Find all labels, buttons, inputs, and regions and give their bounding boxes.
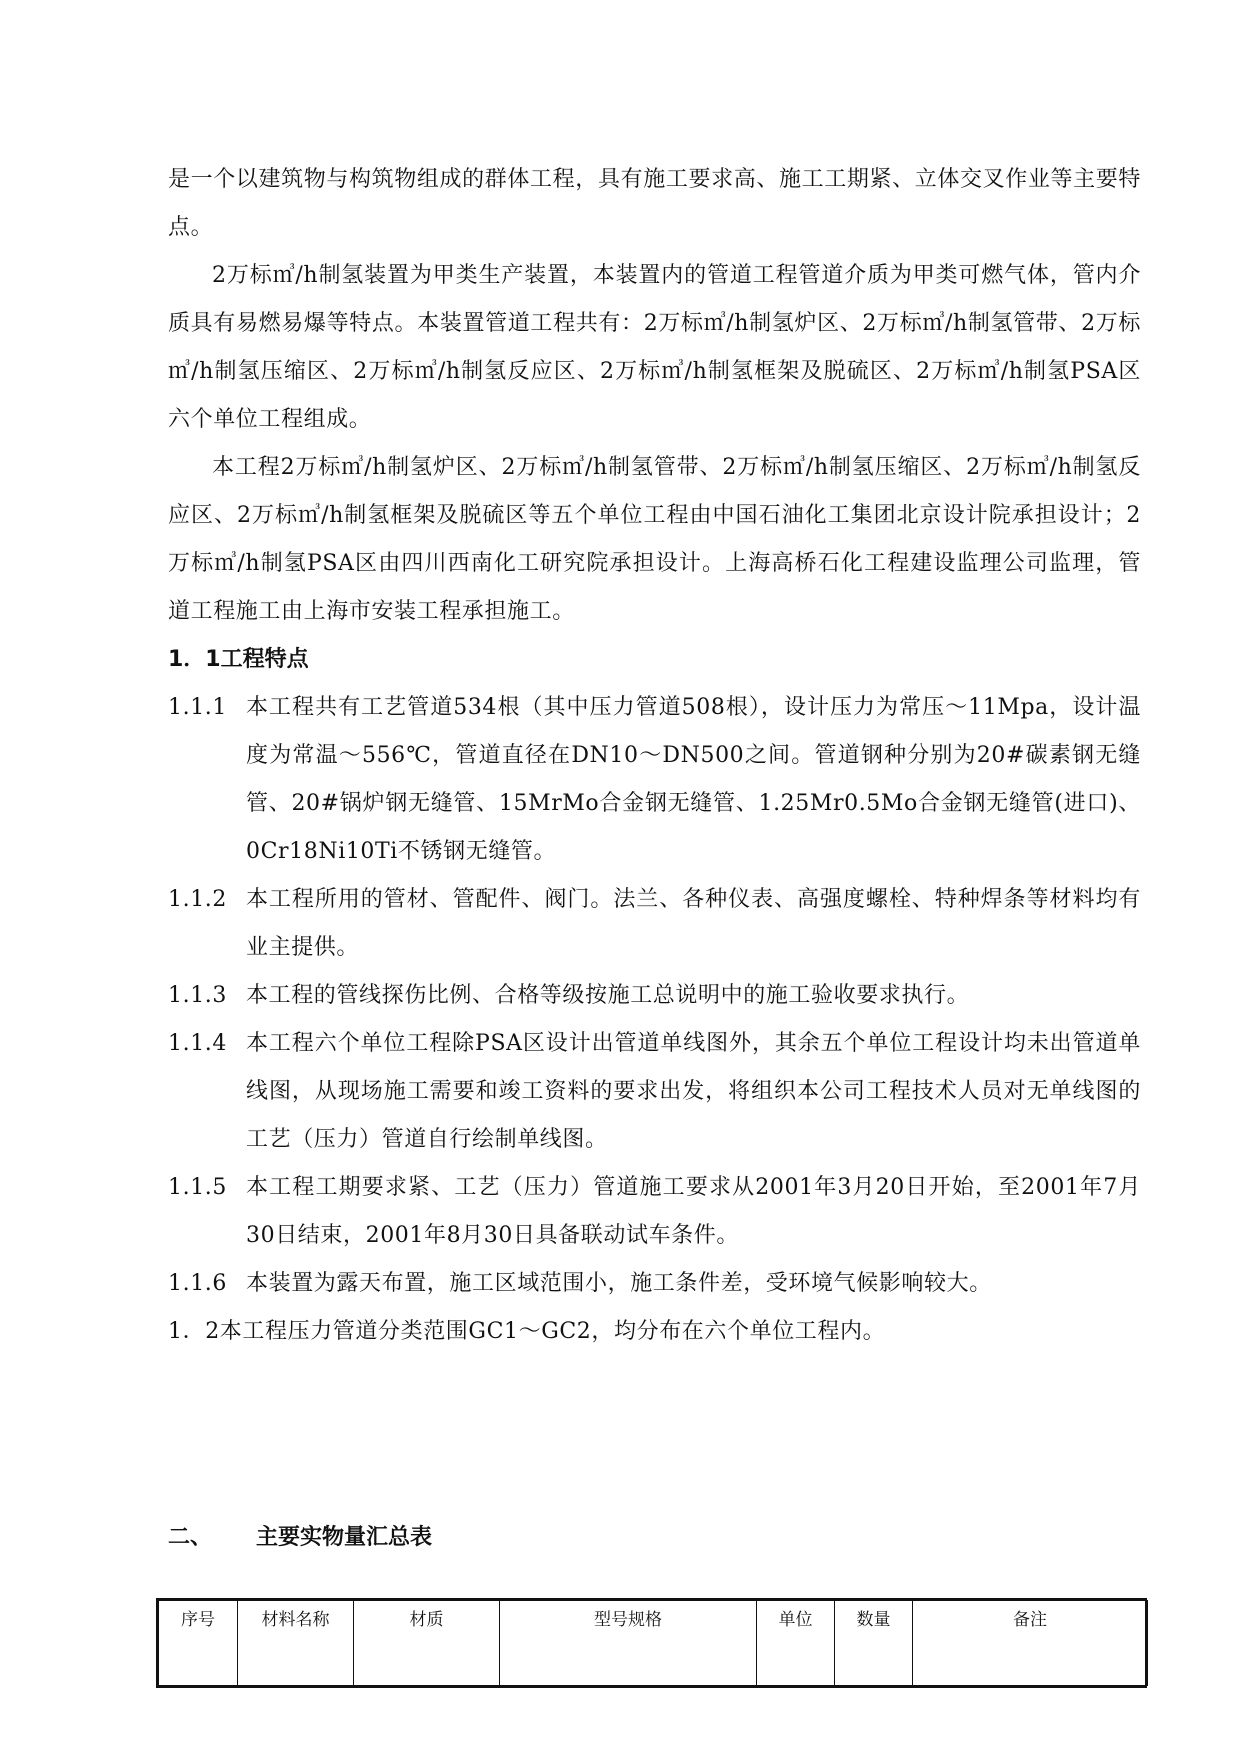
list-item-1-1-6 bbox=[168, 1260, 1141, 1308]
table-header-cell: 材质 bbox=[354, 1601, 500, 1686]
paragraph-unit-overview: 2万标㎥/h制氢装置为甲类生产装置，本装置内的管道工程管道介质为甲类可燃气体，管内介质具有易燃易爆等特点。本装置管道工程共有：2万标㎥/h制氢炉区、2万标㎥/h制氢管带、2万标㎥/h制氢压缩区、2万标㎥/h制氢反应区、2万标㎥/h制氢框架及脱硫区、2万标㎥/h制氢PSA区六个单位工程组成。 bbox=[168, 263, 1141, 432]
table-header-cell: 材料名称 bbox=[238, 1601, 354, 1686]
section-title-text: 主要实物量汇总表 bbox=[256, 1525, 433, 1550]
table-header-cell: 数量 bbox=[835, 1601, 913, 1686]
list-item-number: 1.1.2 bbox=[168, 887, 227, 912]
table-header-row bbox=[159, 1601, 1148, 1686]
summary-table bbox=[158, 1600, 1148, 1686]
list-item-1-1-3 bbox=[168, 972, 1141, 1020]
list-item-number: 1.1.3 bbox=[168, 983, 227, 1008]
list-item-text: 本工程六个单位工程除PSA区设计出管道单线图外，其余五个单位工程设计均未出管道单线图，从现场施工需要和竣工资料的要求出发，将组织本公司工程技术人员对无单线图的工艺（压力）管道自行绘制单线图。 bbox=[246, 1031, 1141, 1152]
list-item-number: 1.1.6 bbox=[168, 1271, 227, 1296]
list-item-text: 本装置为露天布置，施工区域范围小，施工条件差，受环境气候影响较大。 bbox=[246, 1271, 992, 1296]
table-header-cell: 序号 bbox=[159, 1601, 238, 1686]
paragraph-design-responsibility: 本工程2万标㎥/h制氢炉区、2万标㎥/h制氢管带、2万标㎥/h制氢压缩区、2万标㎥/h制氢反应区、2万标㎥/h制氢框架及脱硫区等五个单位工程由中国石油化工集团北京设计院承担设计；2万标㎥/h制氢PSA区由四川西南化工研究院承担设计。上海高桥石化工程建设监理公司监理，管道工程施工由上海市安装工程承担施工。 bbox=[168, 455, 1141, 624]
table-header-cell: 型号规格 bbox=[500, 1601, 757, 1686]
list-item-number: 1.1.4 bbox=[168, 1031, 227, 1056]
section-number: 二、 bbox=[168, 1525, 213, 1550]
list-item-1-1-2 bbox=[168, 876, 1141, 972]
list-item-1-1-1 bbox=[168, 684, 1141, 876]
line-pressure-pipe-class: 1．2本工程压力管道分类范围GC1～GC2，均分布在六个单位工程内。 bbox=[168, 1319, 886, 1344]
table-header-cell: 单位 bbox=[757, 1601, 835, 1686]
paragraph-intro-continuation: 是一个以建筑物与构筑物组成的群体工程，具有施工要求高、施工工期紧、立体交叉作业等主要特点。 bbox=[168, 167, 1141, 240]
heading-project-features: 1．1工程特点 bbox=[168, 647, 309, 672]
list-item-text: 本工程工期要求紧、工艺（压力）管道施工要求从2001年3月20日开始，至2001年7月30日结束，2001年8月30日具备联动试车条件。 bbox=[246, 1175, 1141, 1248]
list-item-number: 1.1.1 bbox=[168, 695, 227, 720]
list-item-number: 1.1.5 bbox=[168, 1175, 227, 1200]
list-item-text: 本工程的管线探伤比例、合格等级按施工总说明中的施工验收要求执行。 bbox=[246, 983, 970, 1008]
list-item-1-1-5 bbox=[168, 1164, 1141, 1260]
summary-table-frame bbox=[156, 1598, 1147, 1688]
section-2-title bbox=[168, 1523, 432, 1553]
list-item-1-1-4 bbox=[168, 1020, 1141, 1164]
list-item-text: 本工程共有工艺管道534根（其中压力管道508根），设计压力为常压～11Mpa，设计温度为常温～556℃，管道直径在DN10～DN500之间。管道钢种分别为20#碳素钢无缝管、20#锅炉钢无缝管、15MrMo合金钢无缝管、1.25Mr0.5Mo合金钢无缝管(进口)、0Cr18Ni10Ti不锈钢无缝管。 bbox=[246, 695, 1141, 864]
table-header-cell: 备注 bbox=[913, 1601, 1148, 1686]
list-item-text: 本工程所用的管材、管配件、阀门。法兰、各种仪表、高强度螺栓、特种焊条等材料均有业主提供。 bbox=[246, 887, 1141, 960]
